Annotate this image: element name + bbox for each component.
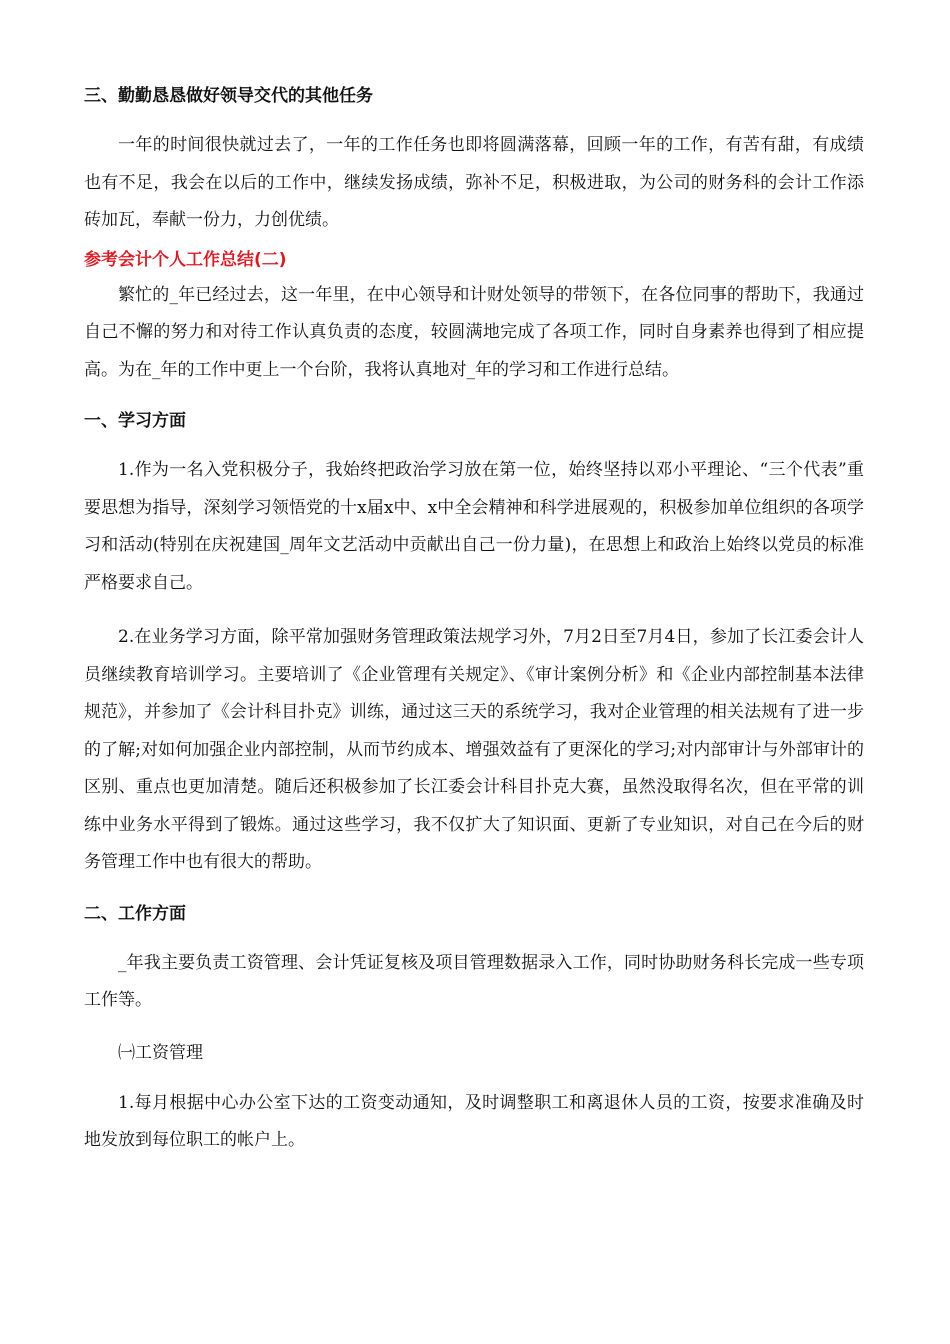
section-heading-work: 二、工作方面 <box>84 903 186 924</box>
paragraph-intro: 繁忙的_年已经过去，这一年里，在中心领导和计财处领导的带领下，在各位同事的帮助下，我通过自己不懈的努力和对待工作认真负责的态度，较圆满地完成了各项工作，同时自身素养也得到了相应提高。为在_年的工作中更上一个台阶，我将认真地对_年的学习和工作进行总结。 <box>84 284 864 380</box>
paragraph-salary-adjustment: 1.每月根据中心办公室下达的工资变动通知，及时调整职工和离退休人员的工资，按要求准确及时地发放到每位职工的帐户上。 <box>84 1092 864 1150</box>
article-title-part-two: 参考会计个人工作总结(二) <box>84 249 287 270</box>
paragraph-study-political: 1.作为一名入党积极分子，我始终把政治学习放在第一位，始终坚持以邓小平理论、“三个代表”重要思想为指导，深刻学习领悟党的十x届x中、x中全会精神和科学进展观的，积极参加单位组织的各项学习和活动(特别在庆祝建国_周年文艺活动中贡献出自己一份力量)，在思想上和政治上始终以党员的标准严格要求自己。 <box>84 460 864 593</box>
section-heading-other-tasks: 三、勤勤恳恳做好领导交代的其他任务 <box>84 86 373 106</box>
subheading-salary-management: ㈠工资管理 <box>118 1042 203 1063</box>
paragraph-study-business: 2.在业务学习方面，除平常加强财务管理政策法规学习外，7月2日至7月4日，参加了长江委会计人员继续教育培训学习。主要培训了《企业管理有关规定》、《审计案例分析》和《企业内部控制基本法律规范》，并参加了《会计科目扑克》训练，通过这三天的系统学习，我对企业管理的相关法规有了进一步的了解;对如何加强企业内部控制，从而节约成本、增强效益有了更深化的学习;对内部审计与外部审计的区别、重点也更加清楚。随后还积极参加了长江委会计科目扑克大赛，虽然没取得名次，但在平常的训练中业务水平得到了锻炼。通过这些学习，我不仅扩大了知识面、更新了专业知识，对自己在今后的财务管理工作中也有很大的帮助。 <box>84 627 864 872</box>
paragraph-year-summary: 一年的时间很快就过去了，一年的工作任务也即将圆满落幕，回顾一年的工作，有苦有甜，有成绩也有不足，我会在以后的工作中，继续发扬成绩，弥补不足，积极进取，为公司的财务科的会计工作添砖加瓦，奉献一份力，力创优绩。 <box>84 135 864 230</box>
paragraph-work-intro: _年我主要负责工资管理、会计凭证复核及项目管理数据录入工作，同时协助财务科长完成一些专项工作等。 <box>84 952 864 1010</box>
section-heading-study: 一、学习方面 <box>84 411 186 431</box>
